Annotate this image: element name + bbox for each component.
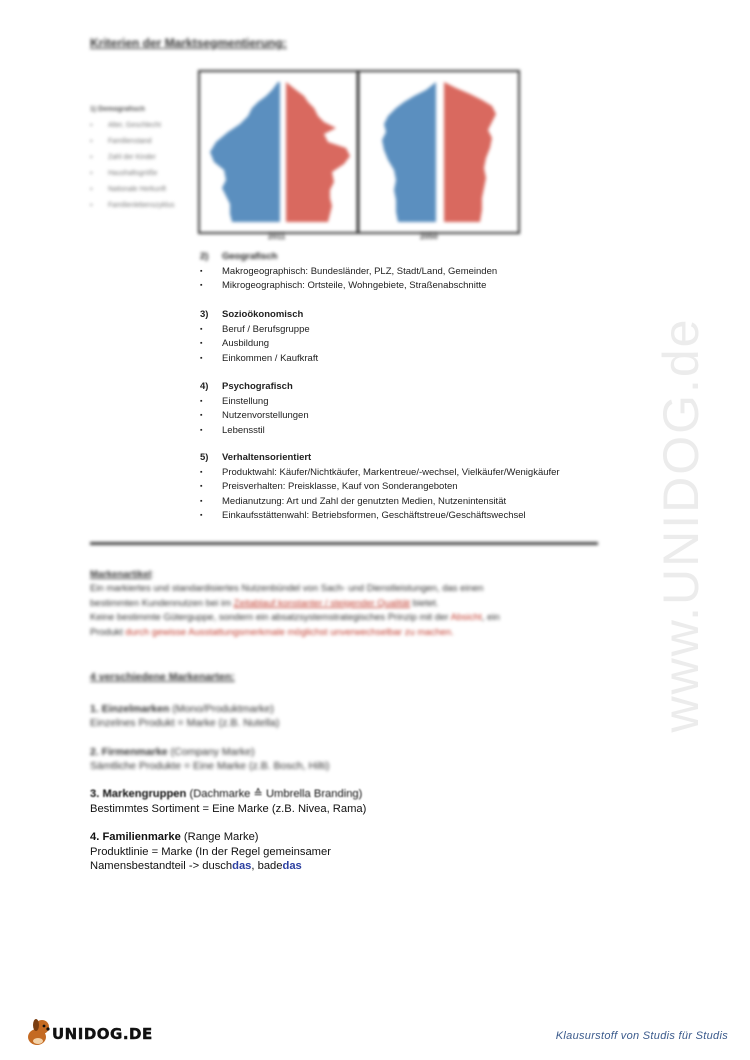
- section-title: Verhaltensorientiert: [222, 452, 312, 463]
- section-soziooekonomisch: [200, 308, 318, 366]
- list-item-text: Preisverhalten: Preisklasse, Kauf von Sonderangeboten: [222, 481, 458, 493]
- markenart-head: 2. Firmenmarke: [90, 745, 168, 758]
- bullet-icon: ▪: [200, 426, 203, 434]
- markenart-sub: (Range Marke): [180, 831, 259, 843]
- section-heading: [200, 451, 560, 466]
- section-geografisch: [200, 250, 497, 294]
- section-psychografisch: [200, 380, 309, 438]
- divider: [90, 542, 598, 545]
- markenart-head: 1. Einzelmarken: [90, 702, 170, 715]
- markenartikel-text: bestimmten Kundennutzen bei im: [90, 597, 234, 609]
- list-item-text: Mikrogeographisch: Ortsteile, Wohngebiete, Straßenabschnitte: [222, 280, 487, 292]
- markenart-head: 4. Familienmarke: [90, 831, 181, 843]
- section-title: Psychografisch: [222, 381, 293, 392]
- markenart-head: 3. Markengruppen: [90, 788, 187, 800]
- familienmarke-block: [90, 830, 331, 874]
- markenart-sub: (Dachmarke ≙ Umbrella Branding): [186, 788, 363, 800]
- markenarten-block: [90, 670, 330, 774]
- list-item: [200, 352, 318, 367]
- markenartikel-text: bietet.: [410, 597, 439, 609]
- section-title: Geografisch: [222, 251, 278, 262]
- markenarten-title: 4 verschiedene Markenarten:: [90, 671, 235, 683]
- list-item-text: Einkaufsstättenwahl: Betriebsformen, Geschäftstreue/Geschäftswechsel: [222, 510, 526, 522]
- list-item-text: Lebensstil: [222, 424, 265, 436]
- list-item-text: Einkommen / Kaufkraft: [222, 352, 319, 364]
- demografisch-item: ▪ Familienlebenszyklus: [90, 198, 175, 214]
- markenartikel-text: , ein: [481, 612, 500, 624]
- unidog-logo[interactable]: [24, 1017, 152, 1049]
- logo-text: UNIDOG.DE: [52, 1025, 153, 1043]
- bullet-icon: ▪: [200, 412, 203, 420]
- markenart-sub: (Mono/Produktmarke): [169, 702, 274, 715]
- list-item: [200, 395, 309, 410]
- markenartikel-line: Ein markiertes und standardisiertes Nutzenbündel von Sach- und Dienstleistungen, das einen: [90, 583, 484, 595]
- section-heading: [200, 308, 318, 323]
- markengruppen-block: [90, 787, 366, 816]
- list-item: [200, 466, 560, 481]
- markenart-desc: Produktlinie = Marke (In der Regel gemeinsamer: [90, 845, 331, 858]
- markenartikel-highlight: Absicht: [450, 612, 482, 624]
- bullet-icon: ▪: [200, 267, 203, 275]
- section-heading: [200, 380, 309, 395]
- bullet-icon: ▪: [200, 512, 203, 520]
- list-item-text: Beruf / Berufsgruppe: [222, 323, 310, 335]
- list-item-text: Produktwahl: Käufer/Nichtkäufer, Markentreue/-wechsel, Vielkäufer/Wenigkäufer: [222, 466, 560, 478]
- unidog-watermark: [640, 300, 730, 750]
- bullet-icon: ▪: [200, 282, 203, 290]
- section-number: 5): [200, 452, 209, 463]
- list-item-text: Nutzenvorstellungen: [222, 410, 309, 422]
- demografisch-item: ▪ Familienstand: [90, 134, 175, 150]
- list-item: [200, 495, 560, 510]
- list-item-text: Einstellung: [222, 395, 269, 407]
- markenartikel-highlight: Zeitablauf konstanter / steigender Qualität: [233, 597, 411, 609]
- section-heading: [200, 250, 497, 265]
- list-item-text: Makrogeographisch: Bundesländer, PLZ, Stadt/Land, Gemeinden: [222, 265, 498, 277]
- markenart-desc: Namensbestandteil -> duschdas, badedas: [90, 860, 302, 872]
- bullet-icon: ▪: [200, 354, 203, 362]
- demografisch-item: ▪ Alter, Geschlecht: [90, 118, 175, 134]
- bullet-icon: ▪: [200, 483, 203, 491]
- pyramid-graphic: [200, 72, 518, 232]
- demografisch-title: 1) Demografisch: [90, 106, 145, 113]
- section-number: 2): [200, 251, 209, 262]
- demografisch-list: [90, 102, 175, 214]
- section-number: 4): [200, 381, 209, 392]
- watermark-text: www.UNIDOG.de: [653, 317, 710, 733]
- demografisch-item: ▪ Haushaltsgröße: [90, 166, 175, 182]
- list-item: [200, 323, 318, 338]
- list-item: [200, 265, 497, 280]
- population-pyramid-figure: [198, 70, 520, 234]
- bullet-icon: ▪: [200, 497, 203, 505]
- list-item: [200, 279, 497, 294]
- list-item: [200, 509, 560, 524]
- demografisch-item: ▪ Nationale Herkunft: [90, 182, 175, 198]
- markenartikel-highlight: durch gewisse Ausstattungsmerkmale möglichst unverwechselbar zu machen.: [125, 626, 454, 638]
- markenart-sub: (Company Marke): [167, 745, 255, 758]
- list-item-text: Ausbildung: [222, 338, 270, 350]
- footer-tagline: Klausurstoff von Studis für Studis: [555, 1030, 728, 1042]
- bullet-icon: ▪: [200, 325, 203, 333]
- markenart-desc: Sämtliche Produkte = Eine Marke (z.B. Bosch, Hilti): [90, 760, 330, 772]
- demografisch-item: ▪ Zahl der Kinder: [90, 150, 175, 166]
- list-item-text: Medianutzung: Art und Zahl der genutzten Medien, Nutzenintensität: [222, 495, 507, 507]
- markenartikel-text: Keine bestimmte Güterguppe, sondern ein absatzsystemstrategisches Prinzip mit der: [90, 612, 451, 624]
- markenartikel-text: Produkt: [90, 626, 126, 638]
- section-title: Sozioökonomisch: [222, 309, 304, 320]
- bullet-icon: ▪: [200, 340, 203, 348]
- markenart-desc: Einzelnes Produkt = Marke (z.B. Nutella): [90, 717, 280, 729]
- bullet-icon: ▪: [200, 397, 203, 405]
- list-item: [200, 480, 560, 495]
- markenart-desc: Bestimmtes Sortiment = Eine Marke (z.B. Nivea, Rama): [90, 802, 367, 815]
- pyramid-year-2011: 2011: [268, 232, 286, 241]
- list-item: [200, 337, 318, 352]
- section-number: 3): [200, 309, 209, 320]
- pyramid-year-2050: 2050: [420, 232, 438, 241]
- page-heading: Kriterien der Marktsegmentierung:: [90, 36, 287, 50]
- section-verhalten: [200, 451, 560, 524]
- markenartikel-title: Markenartikel: [90, 569, 152, 580]
- list-item: [200, 424, 309, 439]
- bullet-icon: ▪: [200, 468, 203, 476]
- list-item: [200, 409, 309, 424]
- markenartikel-block: Markenartikel: Ein markiertes und standardisiertes Nutzenbündel von Sach- und Dienstleistungen, das einen bestimmten Kundennutzen bei im Zeitablauf konstanter / steigender Qualität bietet. Keine bestimmte Güterguppe, sondern ein absatzsystemstrategisches Prinzip mit der Absicht, ein Produkt durch gewisse Ausstattungsmerkmale möglichst unverwechselbar zu machen.: [90, 569, 500, 638]
